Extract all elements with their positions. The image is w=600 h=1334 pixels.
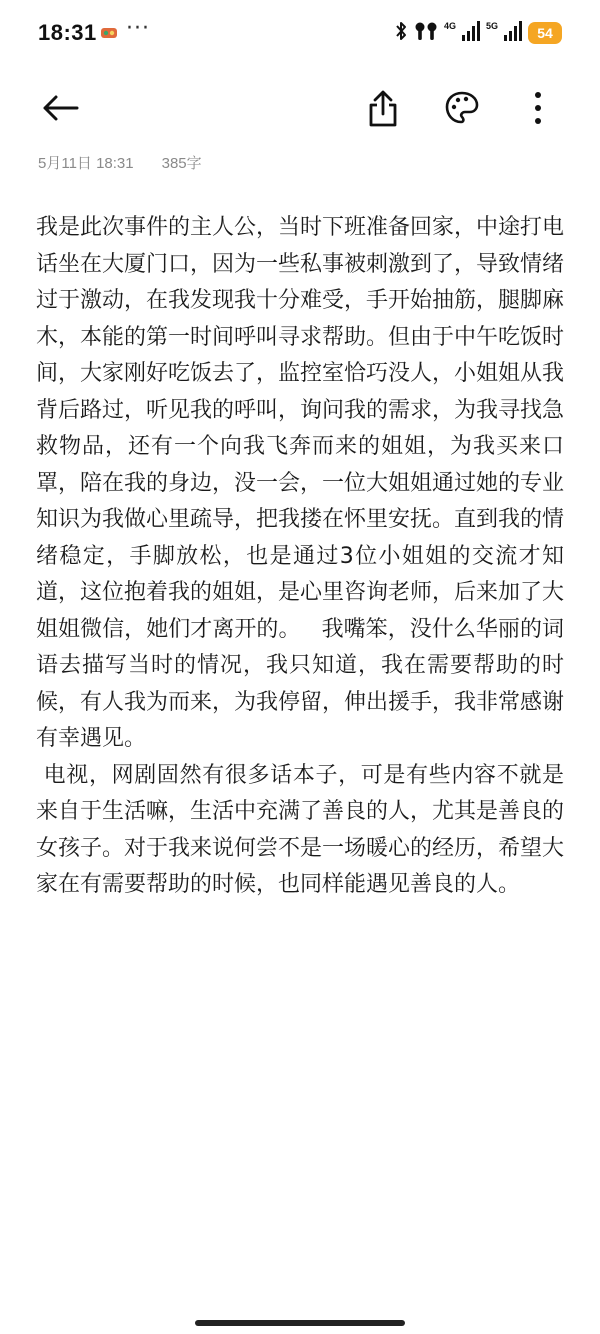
note-meta <box>38 152 202 173</box>
signal-5g-icon <box>504 21 522 45</box>
note-date: 5月11日 18:31 <box>38 155 134 172</box>
note-word-count: 385字 <box>161 155 202 172</box>
net-4g-label: 4G <box>443 21 456 31</box>
share-icon <box>366 88 400 132</box>
more-vertical-icon <box>533 90 543 130</box>
home-indicator[interactable] <box>195 1320 405 1326</box>
palette-icon <box>443 89 481 131</box>
share-button[interactable] <box>361 88 405 132</box>
bluetooth-icon <box>394 20 408 46</box>
net-5g-label: 5G <box>485 21 498 31</box>
signal-4g-icon <box>462 21 480 45</box>
status-bar <box>0 0 600 70</box>
back-button[interactable] <box>38 88 82 132</box>
earbuds-icon <box>414 20 438 46</box>
more-options-button[interactable] <box>516 88 560 132</box>
status-time: 18:31 <box>38 20 97 45</box>
battery-icon: 54 <box>528 22 562 44</box>
status-indicators <box>394 20 562 46</box>
note-body[interactable] <box>36 210 564 904</box>
note-paragraph-1: 我是此次事件的主人公，当时下班准备回家，中途打电话坐在大厦门口，因为一些私事被刺激到了，导致情绪过于激动，在我发现我十分难受，手开始抽筋，腿脚麻木，本能的第一时间呼叫寻求帮助。但由于中午吃饭时间，大家刚好吃饭去了，监控室恰巧没人，小姐姐从我背后路过，听见我的呼叫，询问我的需求，为我寻找急救物品，还有一个向我飞奔而来的姐姐，为我买来口罩，陪在我的身边，没一会，一位大姐姐通过她的专业知识为我做心里疏导，把我搂在怀里安抚。直到我的情绪稳定，手脚放松，也是通过3位小姐姐的交流才知道，这位抱着我的姐姐，是心里咨询老师，后来加了大姐姐微信，她们才离开的。 我嘴笨，没什么华丽的词语去描写当时的情况，我只知道，我在需要帮助的时候，有人我为而来，为我停留，伸出援手，我非常感谢有幸遇见。 <box>36 215 565 751</box>
note-paragraph-2: 电视，网剧固然有很多话本子，可是有些内容不就是来自于生活嘛，生活中充满了善良的人，尤其是善良的女孩子。对于我来说何尝不是一场暖心的经历，希望大家在有需要帮助的时候，也同样能遇见善良的人。 <box>36 762 565 897</box>
note-toolbar <box>0 80 600 140</box>
back-arrow-icon <box>40 93 80 127</box>
palette-button[interactable] <box>440 88 484 132</box>
app-notification-icon <box>100 25 118 39</box>
status-overflow-dots: ··· <box>126 16 150 41</box>
